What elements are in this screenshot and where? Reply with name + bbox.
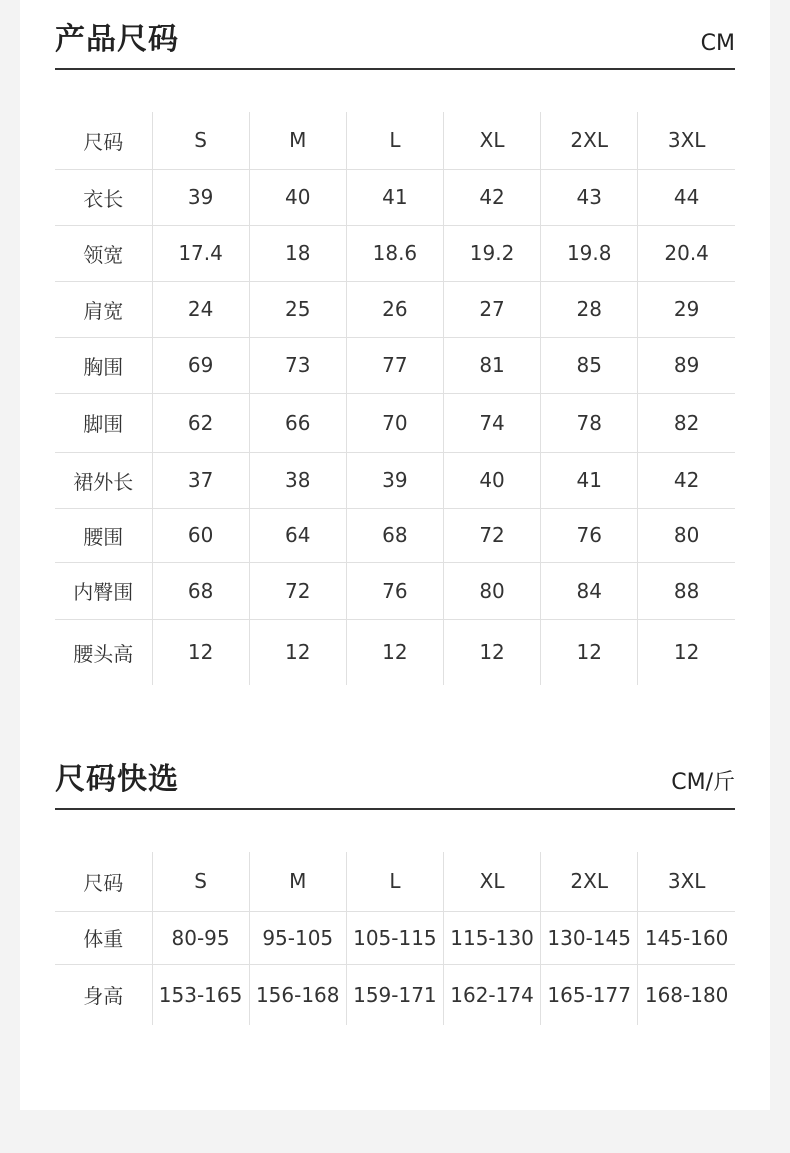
table-row: [55, 619, 735, 685]
size-header-cell: 2XL: [541, 112, 638, 169]
size-chart-title: 产品尺码: [55, 22, 179, 57]
size-header-cell: L: [346, 852, 443, 911]
table-row: [55, 281, 735, 337]
value-cell: 12: [443, 619, 540, 685]
value-cell: 41: [346, 169, 443, 225]
size-header-cell: S: [152, 112, 249, 169]
row-label-cell: 腰围: [55, 508, 152, 562]
size-header-cell: XL: [443, 852, 540, 911]
value-cell: 41: [541, 452, 638, 508]
value-cell: 153-165: [152, 964, 249, 1025]
size-header-cell: L: [346, 112, 443, 169]
value-cell: 25: [249, 281, 346, 337]
value-cell: 40: [249, 169, 346, 225]
size-chart-body: [55, 112, 735, 685]
value-cell: 81: [443, 337, 540, 393]
table-row: [55, 393, 735, 452]
value-cell: 84: [541, 562, 638, 619]
value-cell: 19.2: [443, 225, 540, 281]
value-cell: 17.4: [152, 225, 249, 281]
table-row: [55, 169, 735, 225]
value-cell: 66: [249, 393, 346, 452]
value-cell: 26: [346, 281, 443, 337]
value-cell: 38: [249, 452, 346, 508]
value-cell: 95-105: [249, 911, 346, 964]
value-cell: 62: [152, 393, 249, 452]
value-cell: 68: [152, 562, 249, 619]
value-cell: 130-145: [541, 911, 638, 964]
value-cell: 168-180: [638, 964, 735, 1025]
size-header-cell: S: [152, 852, 249, 911]
value-cell: 80: [443, 562, 540, 619]
value-cell: 89: [638, 337, 735, 393]
value-cell: 74: [443, 393, 540, 452]
table-row: [55, 452, 735, 508]
table-row: [55, 508, 735, 562]
value-cell: 88: [638, 562, 735, 619]
value-cell: 70: [346, 393, 443, 452]
row-label-cell: 肩宽: [55, 281, 152, 337]
quick-select-title: 尺码快选: [55, 762, 179, 797]
quick-select-body: [55, 852, 735, 1025]
table-row: [55, 337, 735, 393]
value-cell: 27: [443, 281, 540, 337]
value-cell: 42: [443, 169, 540, 225]
quick-select-header: [55, 740, 735, 810]
value-cell: 64: [249, 508, 346, 562]
value-cell: 42: [638, 452, 735, 508]
value-cell: 72: [443, 508, 540, 562]
value-cell: 12: [638, 619, 735, 685]
value-cell: 29: [638, 281, 735, 337]
header-label-cell: 尺码: [55, 112, 152, 169]
value-cell: 156-168: [249, 964, 346, 1025]
value-cell: 12: [152, 619, 249, 685]
value-cell: 12: [249, 619, 346, 685]
value-cell: 18.6: [346, 225, 443, 281]
value-cell: 80-95: [152, 911, 249, 964]
size-chart-unit: CM: [700, 31, 735, 56]
row-label-cell: 领宽: [55, 225, 152, 281]
value-cell: 77: [346, 337, 443, 393]
value-cell: 37: [152, 452, 249, 508]
value-cell: 165-177: [541, 964, 638, 1025]
value-cell: 105-115: [346, 911, 443, 964]
value-cell: 115-130: [443, 911, 540, 964]
table-row: [55, 225, 735, 281]
size-header-cell: 2XL: [541, 852, 638, 911]
value-cell: 85: [541, 337, 638, 393]
value-cell: 12: [541, 619, 638, 685]
size-header-cell: XL: [443, 112, 540, 169]
value-cell: 28: [541, 281, 638, 337]
row-label-cell: 衣长: [55, 169, 152, 225]
value-cell: 12: [346, 619, 443, 685]
value-cell: 145-160: [638, 911, 735, 964]
table-row: [55, 964, 735, 1025]
row-label-cell: 胸围: [55, 337, 152, 393]
value-cell: 24: [152, 281, 249, 337]
value-cell: 39: [346, 452, 443, 508]
value-cell: 43: [541, 169, 638, 225]
table-row: [55, 911, 735, 964]
size-header-cell: M: [249, 112, 346, 169]
value-cell: 78: [541, 393, 638, 452]
size-header-cell: 3XL: [638, 852, 735, 911]
row-label-cell: 体重: [55, 911, 152, 964]
table-header-row: [55, 112, 735, 169]
value-cell: 162-174: [443, 964, 540, 1025]
value-cell: 80: [638, 508, 735, 562]
value-cell: 76: [346, 562, 443, 619]
table-row: [55, 562, 735, 619]
value-cell: 69: [152, 337, 249, 393]
value-cell: 82: [638, 393, 735, 452]
row-label-cell: 内臀围: [55, 562, 152, 619]
size-chart-table: [55, 112, 735, 685]
value-cell: 39: [152, 169, 249, 225]
size-chart-header: [55, 0, 735, 70]
value-cell: 76: [541, 508, 638, 562]
row-label-cell: 裙外长: [55, 452, 152, 508]
row-label-cell: 腰头高: [73, 641, 134, 666]
value-cell: 68: [346, 508, 443, 562]
value-cell: 73: [249, 337, 346, 393]
value-cell: 72: [249, 562, 346, 619]
row-label-cell: 身高: [83, 984, 124, 1009]
quick-select-unit: CM/斤: [671, 770, 735, 795]
header-label-cell: 尺码: [55, 852, 152, 911]
size-header-cell: 3XL: [638, 112, 735, 169]
value-cell: 60: [152, 508, 249, 562]
size-header-cell: M: [249, 852, 346, 911]
value-cell: 20.4: [638, 225, 735, 281]
quick-select-table: [55, 852, 735, 1025]
row-label-cell: 脚围: [55, 393, 152, 452]
value-cell: 40: [443, 452, 540, 508]
table-header-row: [55, 852, 735, 911]
value-cell: 19.8: [541, 225, 638, 281]
value-cell: 18: [249, 225, 346, 281]
value-cell: 159-171: [346, 964, 443, 1025]
value-cell: 44: [638, 169, 735, 225]
